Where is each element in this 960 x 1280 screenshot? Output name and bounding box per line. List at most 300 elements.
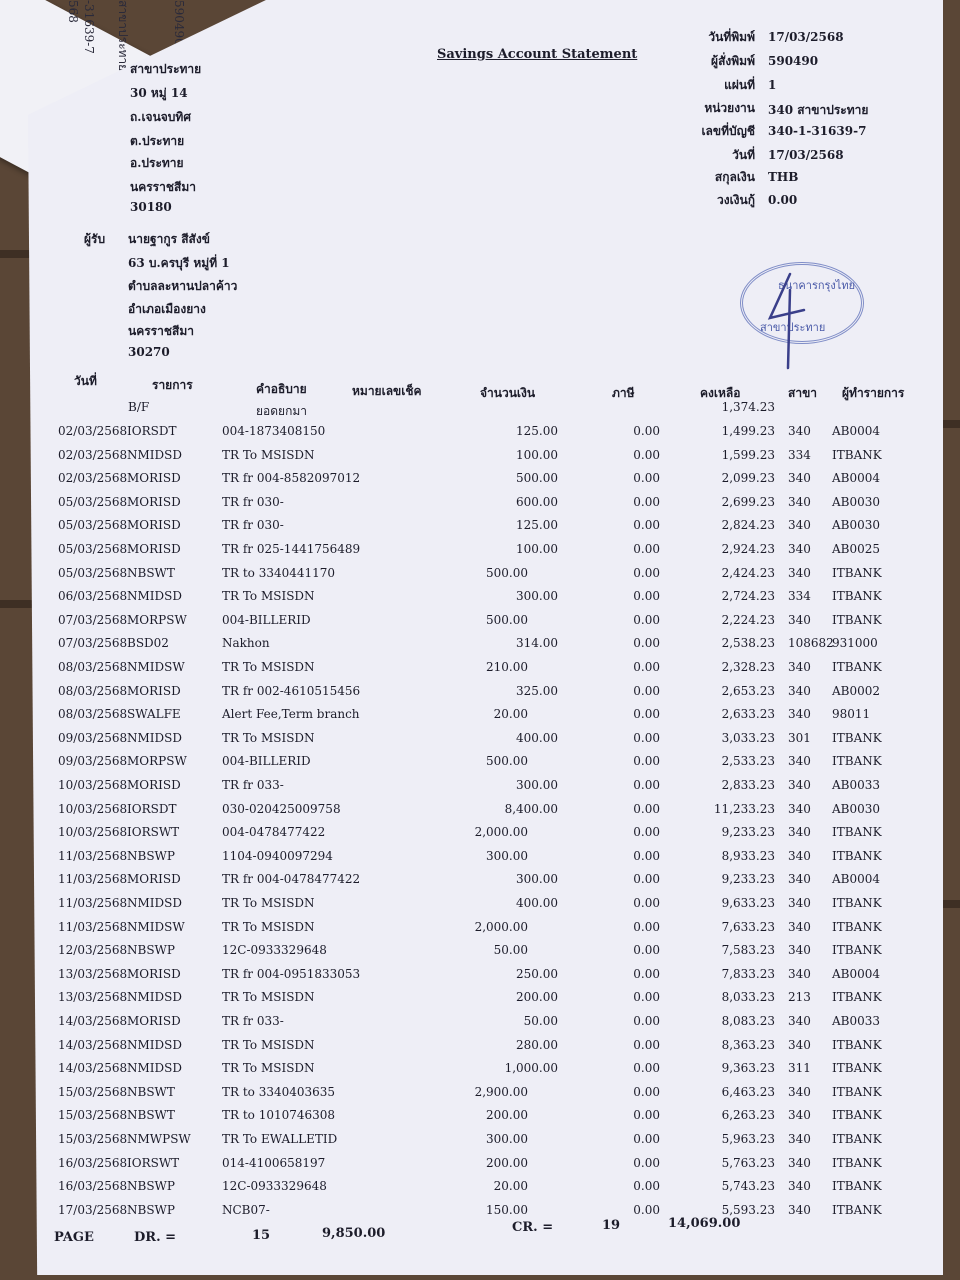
cell-code: IORSWT — [127, 1156, 180, 1170]
header-date: วันที่ — [74, 374, 97, 388]
footer-dr-total: 9,850.00 — [322, 1226, 386, 1241]
cell-tax: 0.00 — [633, 589, 660, 603]
cell-date: 15/03/2568 — [58, 1108, 128, 1122]
cell-code: BSD02 — [127, 636, 169, 650]
table-row — [0, 1156, 960, 1178]
cell-code: MORPSW — [127, 613, 187, 627]
table-row — [0, 424, 960, 446]
cell-tax: 0.00 — [633, 967, 660, 981]
table-row — [0, 778, 960, 800]
cell-code: NMIDSD — [127, 1061, 182, 1075]
header-tax: ภาษี — [612, 386, 635, 400]
back-sheet-text: สาขาประทาย — [116, 0, 130, 72]
cell-tax: 0.00 — [633, 542, 660, 556]
recipient-line: 30270 — [128, 345, 170, 359]
cell-credit: 8,400.00 — [504, 802, 558, 816]
cell-debit: 50.00 — [493, 943, 528, 957]
cell-balance: 8,083.23 — [721, 1014, 775, 1028]
cell-by: ITBANK — [832, 1179, 882, 1193]
cell-tax: 0.00 — [633, 1132, 660, 1146]
cell-branch: 340 — [788, 424, 811, 438]
cell-date: 11/03/2568 — [58, 896, 128, 910]
cell-tax: 0.00 — [633, 872, 660, 886]
cell-balance: 6,463.23 — [721, 1085, 775, 1099]
cell-tax: 0.00 — [633, 613, 660, 627]
cell-tax: 0.00 — [633, 636, 660, 650]
table-row — [0, 943, 960, 965]
cell-branch: 340 — [788, 825, 811, 839]
cell-branch: 340 — [788, 1085, 811, 1099]
table-row — [0, 896, 960, 918]
cell-by: ITBANK — [832, 1061, 882, 1075]
cell-branch: 340 — [788, 707, 811, 721]
cell-debit: 2,000.00 — [474, 825, 528, 839]
cell-branch: 340 — [788, 1156, 811, 1170]
cell-balance: 9,233.23 — [721, 825, 775, 839]
cell-debit: 200.00 — [486, 1156, 528, 1170]
cell-desc: TR To MSISDN — [222, 448, 315, 462]
cell-by: ITBANK — [832, 943, 882, 957]
cell-credit: 314.00 — [516, 636, 558, 650]
cell-date: 05/03/2568 — [58, 518, 128, 532]
cell-branch: 340 — [788, 1203, 811, 1217]
meta-value: THB — [768, 170, 799, 184]
cell-branch: 340 — [788, 778, 811, 792]
meta-value: 340-1-31639-7 — [768, 124, 867, 138]
cell-tax: 0.00 — [633, 802, 660, 816]
cell-by: ITBANK — [832, 1085, 882, 1099]
cell-balance: 2,538.23 — [721, 636, 775, 650]
cell-credit: 325.00 — [516, 684, 558, 698]
meta-value: 590490 — [768, 54, 819, 68]
cell-branch: 340 — [788, 1014, 811, 1028]
cell-by: ITBANK — [832, 731, 882, 745]
cell-credit: 1,000.00 — [504, 1061, 558, 1075]
cell-branch: 334 — [788, 448, 811, 462]
footer-dr-count: 15 — [252, 1228, 271, 1243]
cell-balance: 9,363.23 — [721, 1061, 775, 1075]
cell-tax: 0.00 — [633, 943, 660, 957]
cell-tax: 0.00 — [633, 471, 660, 485]
table-row — [0, 825, 960, 847]
cell-credit: 200.00 — [516, 990, 558, 1004]
cell-tax: 0.00 — [633, 707, 660, 721]
cell-credit: 100.00 — [516, 542, 558, 556]
cell-credit: 400.00 — [516, 896, 558, 910]
footer-dr-label: DR. = — [134, 1230, 177, 1245]
cell-balance: 3,033.23 — [721, 731, 775, 745]
cell-desc: TR To EWALLETID — [222, 1132, 338, 1146]
cell-desc: TR To MSISDN — [222, 896, 315, 910]
cell-code: MORISD — [127, 518, 181, 532]
meta-value: 0.00 — [768, 193, 798, 207]
cell-tax: 0.00 — [633, 684, 660, 698]
bf-balance: 1,374.23 — [721, 400, 775, 414]
table-row — [0, 495, 960, 517]
cell-credit: 300.00 — [516, 778, 558, 792]
cell-desc: TR To MSISDN — [222, 1038, 315, 1052]
header-branch: สาขา — [788, 386, 818, 400]
cell-by: AB0030 — [832, 802, 881, 816]
table-row — [0, 1061, 960, 1083]
cell-date: 05/03/2568 — [58, 495, 128, 509]
cell-tax: 0.00 — [633, 566, 660, 580]
cell-branch: 340 — [788, 967, 811, 981]
cell-code: NMWPSW — [127, 1132, 191, 1146]
cell-credit: 100.00 — [516, 448, 558, 462]
cell-code: NMIDSW — [127, 660, 185, 674]
cell-branch: 311 — [788, 1061, 811, 1075]
cell-code: NMIDSD — [127, 731, 182, 745]
cell-date: 08/03/2568 — [58, 707, 128, 721]
address-line: นครราชสีมา — [130, 180, 196, 194]
meta-value: 1 — [768, 78, 777, 92]
cell-branch: 340 — [788, 896, 811, 910]
cell-branch: 340 — [788, 471, 811, 485]
address-line: อ.ประทาย — [130, 156, 184, 170]
cell-balance: 2,699.23 — [721, 495, 775, 509]
cell-code: SWALFE — [127, 707, 181, 721]
stamp-branch-text: สาขาประทาย — [760, 321, 826, 334]
cell-tax: 0.00 — [633, 660, 660, 674]
cell-date: 02/03/2568 — [58, 448, 128, 462]
cell-date: 13/03/2568 — [58, 967, 128, 981]
cell-tax: 0.00 — [633, 896, 660, 910]
cell-tax: 0.00 — [633, 448, 660, 462]
cell-branch: 340 — [788, 802, 811, 816]
cell-branch: 340 — [788, 566, 811, 580]
back-sheet-text: 590490 — [172, 0, 186, 46]
cell-code: MORISD — [127, 1014, 181, 1028]
cell-balance: 2,424.23 — [721, 566, 775, 580]
cell-date: 11/03/2568 — [58, 872, 128, 886]
cell-credit: 300.00 — [516, 589, 558, 603]
cell-tax: 0.00 — [633, 518, 660, 532]
cell-by: ITBANK — [832, 566, 882, 580]
table-row — [0, 684, 960, 706]
meta-label: เลขที่บัญชี — [701, 124, 755, 138]
cell-tax: 0.00 — [633, 1061, 660, 1075]
cell-desc: TR To MSISDN — [222, 1061, 315, 1075]
cell-balance: 7,833.23 — [721, 967, 775, 981]
cell-desc: 004-BILLERID — [222, 613, 311, 627]
meta-label: หน่วยงาน — [704, 101, 755, 115]
table-row — [0, 1179, 960, 1201]
cell-debit: 300.00 — [486, 1132, 528, 1146]
cell-debit: 2,000.00 — [474, 920, 528, 934]
cell-credit: 280.00 — [516, 1038, 558, 1052]
meta-label: แผ่นที่ — [724, 78, 755, 92]
cell-tax: 0.00 — [633, 825, 660, 839]
cell-code: MORISD — [127, 872, 181, 886]
cell-by: ITBANK — [832, 990, 882, 1004]
cell-desc: TR fr 004-0951833053 — [222, 967, 361, 981]
cell-credit: 400.00 — [516, 731, 558, 745]
cell-date: 10/03/2568 — [58, 802, 128, 816]
cell-code: MORISD — [127, 471, 181, 485]
cell-desc: TR To MSISDN — [222, 990, 315, 1004]
cell-tax: 0.00 — [633, 1203, 660, 1217]
table-row — [0, 1014, 960, 1036]
cell-balance: 5,963.23 — [721, 1132, 775, 1146]
cell-debit: 300.00 — [486, 849, 528, 863]
stamp-text: ธนาคารกรุงไทย — [778, 279, 856, 292]
cell-by: AB0030 — [832, 495, 881, 509]
cell-desc: TR fr 004-0478477422 — [222, 872, 361, 886]
cell-balance: 5,763.23 — [721, 1156, 775, 1170]
address-line: 30180 — [130, 200, 172, 214]
cell-code: NBSWP — [127, 1203, 175, 1217]
back-sheet-text: 568 — [66, 0, 80, 23]
cell-code: NMIDSD — [127, 589, 182, 603]
cell-branch: 340 — [788, 1132, 811, 1146]
cell-debit: 150.00 — [486, 1203, 528, 1217]
cell-by: AB0004 — [832, 424, 881, 438]
cell-branch: 340 — [788, 660, 811, 674]
meta-value: 340 สาขาประทาย — [768, 103, 869, 117]
table-row — [0, 566, 960, 588]
cell-balance: 2,653.23 — [721, 684, 775, 698]
cell-desc: TR fr 030- — [222, 518, 284, 532]
cell-by: ITBANK — [832, 1108, 882, 1122]
cell-date: 16/03/2568 — [58, 1156, 128, 1170]
cell-by: ITBANK — [832, 660, 882, 674]
cell-by: ITBANK — [832, 613, 882, 627]
cell-by: AB0025 — [832, 542, 881, 556]
cell-branch: 340 — [788, 613, 811, 627]
cell-tax: 0.00 — [633, 1108, 660, 1122]
recipient-line: นครราชสีมา — [128, 324, 194, 338]
cell-branch: 340 — [788, 849, 811, 863]
cell-date: 15/03/2568 — [58, 1132, 128, 1146]
cell-desc: TR To MSISDN — [222, 920, 315, 934]
cell-desc: TR fr 025-1441756489 — [222, 542, 361, 556]
table-row — [0, 990, 960, 1012]
cell-branch: 340 — [788, 1108, 811, 1122]
cell-date: 11/03/2568 — [58, 920, 128, 934]
cell-branch: 340 — [788, 684, 811, 698]
cell-branch: 213 — [788, 990, 811, 1004]
recipient-label: ผู้รับ — [84, 232, 106, 246]
footer-cr-count: 19 — [602, 1218, 621, 1233]
cell-desc: TR To MSISDN — [222, 731, 315, 745]
cell-balance: 6,263.23 — [721, 1108, 775, 1122]
cell-by: AB0033 — [832, 778, 881, 792]
recipient-line: 63 บ.ครบุรี หมู่ที่ 1 — [128, 256, 230, 270]
cell-date: 14/03/2568 — [58, 1061, 128, 1075]
cell-date: 07/03/2568 — [58, 613, 128, 627]
cell-balance: 5,593.23 — [721, 1203, 775, 1217]
cell-branch: 334 — [788, 589, 811, 603]
header-by: ผู้ทำรายการ — [842, 386, 905, 400]
cell-code: NBSWT — [127, 1085, 175, 1099]
cell-date: 02/03/2568 — [58, 424, 128, 438]
table-row — [0, 849, 960, 871]
cell-date: 05/03/2568 — [58, 542, 128, 556]
cell-tax: 0.00 — [633, 731, 660, 745]
cell-credit: 50.00 — [523, 1014, 558, 1028]
footer-cr-total: 14,069.00 — [668, 1216, 741, 1231]
table-row — [0, 1108, 960, 1130]
cell-balance: 2,224.23 — [721, 613, 775, 627]
address-line: 30 หมู่ 14 — [130, 86, 188, 100]
cell-desc: 030-020425009758 — [222, 802, 341, 816]
cell-desc: Nakhon — [222, 636, 270, 650]
cell-tax: 0.00 — [633, 1038, 660, 1052]
cell-date: 14/03/2568 — [58, 1014, 128, 1028]
cell-date: 14/03/2568 — [58, 1038, 128, 1052]
cell-debit: 2,900.00 — [474, 1085, 528, 1099]
cell-credit: 125.00 — [516, 424, 558, 438]
cell-date: 05/03/2568 — [58, 566, 128, 580]
cell-branch: 340 — [788, 518, 811, 532]
cell-code: NMIDSD — [127, 896, 182, 910]
cell-by: 98011 — [832, 707, 871, 721]
cell-desc: TR to 1010746308 — [222, 1108, 336, 1122]
cell-branch: 340 — [788, 1179, 811, 1193]
cell-tax: 0.00 — [633, 778, 660, 792]
header-amount: จำนวนเงิน — [480, 386, 536, 400]
cell-code: MORISD — [127, 778, 181, 792]
cell-balance: 8,363.23 — [721, 1038, 775, 1052]
cell-by: AB0004 — [832, 967, 881, 981]
cell-balance: 9,233.23 — [721, 872, 775, 886]
cell-tax: 0.00 — [633, 1014, 660, 1028]
meta-value: 17/03/2568 — [768, 30, 844, 44]
address-line: สาขาประทาย — [130, 62, 202, 76]
cell-date: 07/03/2568 — [58, 636, 128, 650]
cell-balance: 2,824.23 — [721, 518, 775, 532]
cell-tax: 0.00 — [633, 495, 660, 509]
cell-date: 06/03/2568 — [58, 589, 128, 603]
cell-debit: 20.00 — [493, 1179, 528, 1193]
bf-desc: ยอดยกมา — [256, 404, 307, 418]
cell-credit: 250.00 — [516, 967, 558, 981]
table-row — [0, 707, 960, 729]
cell-by: ITBANK — [832, 849, 882, 863]
cell-desc: TR To MSISDN — [222, 589, 315, 603]
cell-code: NMIDSD — [127, 448, 182, 462]
bf-code: B/F — [128, 400, 150, 414]
cell-tax: 0.00 — [633, 754, 660, 768]
cell-date: 08/03/2568 — [58, 660, 128, 674]
table-row — [0, 1132, 960, 1154]
cell-credit: 500.00 — [516, 471, 558, 485]
meta-label: สกุลเงิน — [714, 170, 755, 184]
cell-by: ITBANK — [832, 1132, 882, 1146]
cell-debit: 500.00 — [486, 613, 528, 627]
cell-tax: 0.00 — [633, 1156, 660, 1170]
meta-value: 17/03/2568 — [768, 148, 844, 162]
cell-code: IORSDT — [127, 802, 177, 816]
cell-tax: 0.00 — [633, 849, 660, 863]
cell-code: MORISD — [127, 542, 181, 556]
cell-balance: 2,924.23 — [721, 542, 775, 556]
cell-branch: 340 — [788, 1038, 811, 1052]
cell-code: NBSWT — [127, 566, 175, 580]
cell-debit: 200.00 — [486, 1108, 528, 1122]
table-row — [0, 660, 960, 682]
cell-tax: 0.00 — [633, 1179, 660, 1193]
cell-date: 10/03/2568 — [58, 825, 128, 839]
cell-code: IORSDT — [127, 424, 177, 438]
cell-desc: TR To MSISDN — [222, 660, 315, 674]
meta-label: วงเงินกู้ — [716, 193, 755, 207]
table-row — [0, 471, 960, 493]
cell-by: ITBANK — [832, 754, 882, 768]
cell-desc: 12C-0933329648 — [222, 1179, 327, 1193]
cell-balance: 9,633.23 — [721, 896, 775, 910]
cell-balance: 1,499.23 — [721, 424, 775, 438]
cell-by: ITBANK — [832, 896, 882, 910]
cell-balance: 2,724.23 — [721, 589, 775, 603]
cell-date: 12/03/2568 — [58, 943, 128, 957]
cell-branch: 340 — [788, 495, 811, 509]
cell-code: MORISD — [127, 684, 181, 698]
cell-code: MORPSW — [127, 754, 187, 768]
header-type: รายการ — [152, 378, 193, 392]
table-row — [0, 967, 960, 989]
cell-desc: NCB07- — [222, 1203, 270, 1217]
cell-code: IORSWT — [127, 825, 180, 839]
cell-debit: 210.00 — [486, 660, 528, 674]
page-title: Savings Account Statement — [437, 47, 638, 62]
table-row — [0, 1203, 960, 1225]
cell-by: AB0002 — [832, 684, 881, 698]
table-row — [0, 518, 960, 540]
cell-branch: 108682 — [788, 636, 834, 650]
cell-desc: TR fr 002-4610515456 — [222, 684, 361, 698]
cell-desc: TR fr 033- — [222, 778, 284, 792]
cell-by: AB0030 — [832, 518, 881, 532]
cell-by: AB0033 — [832, 1014, 881, 1028]
cell-by: ITBANK — [832, 448, 882, 462]
cell-balance: 8,033.23 — [721, 990, 775, 1004]
table-row — [0, 542, 960, 564]
cell-balance: 2,099.23 — [721, 471, 775, 485]
header-balance: คงเหลือ — [700, 386, 741, 400]
cell-date: 08/03/2568 — [58, 684, 128, 698]
recipient-line: ตำบลละหานปลาค้าว — [128, 279, 238, 293]
cell-desc: TR fr 004-8582097012 — [222, 471, 361, 485]
cell-credit: 600.00 — [516, 495, 558, 509]
meta-label: วันที่ — [732, 148, 755, 162]
header-cheque: หมายเลขเช็ค — [352, 384, 422, 398]
bf-row — [0, 400, 960, 422]
cell-date: 15/03/2568 — [58, 1085, 128, 1099]
cell-date: 09/03/2568 — [58, 754, 128, 768]
cell-balance: 1,599.23 — [721, 448, 775, 462]
cell-balance: 7,633.23 — [721, 920, 775, 934]
cell-credit: 300.00 — [516, 872, 558, 886]
cell-code: NMIDSD — [127, 1038, 182, 1052]
cell-code: NBSWP — [127, 1179, 175, 1193]
footer-page-label: PAGE — [54, 1230, 94, 1245]
cell-branch: 340 — [788, 943, 811, 957]
cell-code: NMIDSW — [127, 920, 185, 934]
cell-balance: 11,233.23 — [713, 802, 775, 816]
cell-tax: 0.00 — [633, 990, 660, 1004]
cell-by: 931000 — [832, 636, 878, 650]
cell-code: NBSWP — [127, 943, 175, 957]
cell-desc: 12C-0933329648 — [222, 943, 327, 957]
cell-balance: 2,328.23 — [721, 660, 775, 674]
cell-desc: TR fr 033- — [222, 1014, 284, 1028]
cell-by: AB0004 — [832, 471, 881, 485]
cell-desc: 1104-0940097294 — [222, 849, 333, 863]
table-row — [0, 636, 960, 658]
cell-debit: 500.00 — [486, 754, 528, 768]
